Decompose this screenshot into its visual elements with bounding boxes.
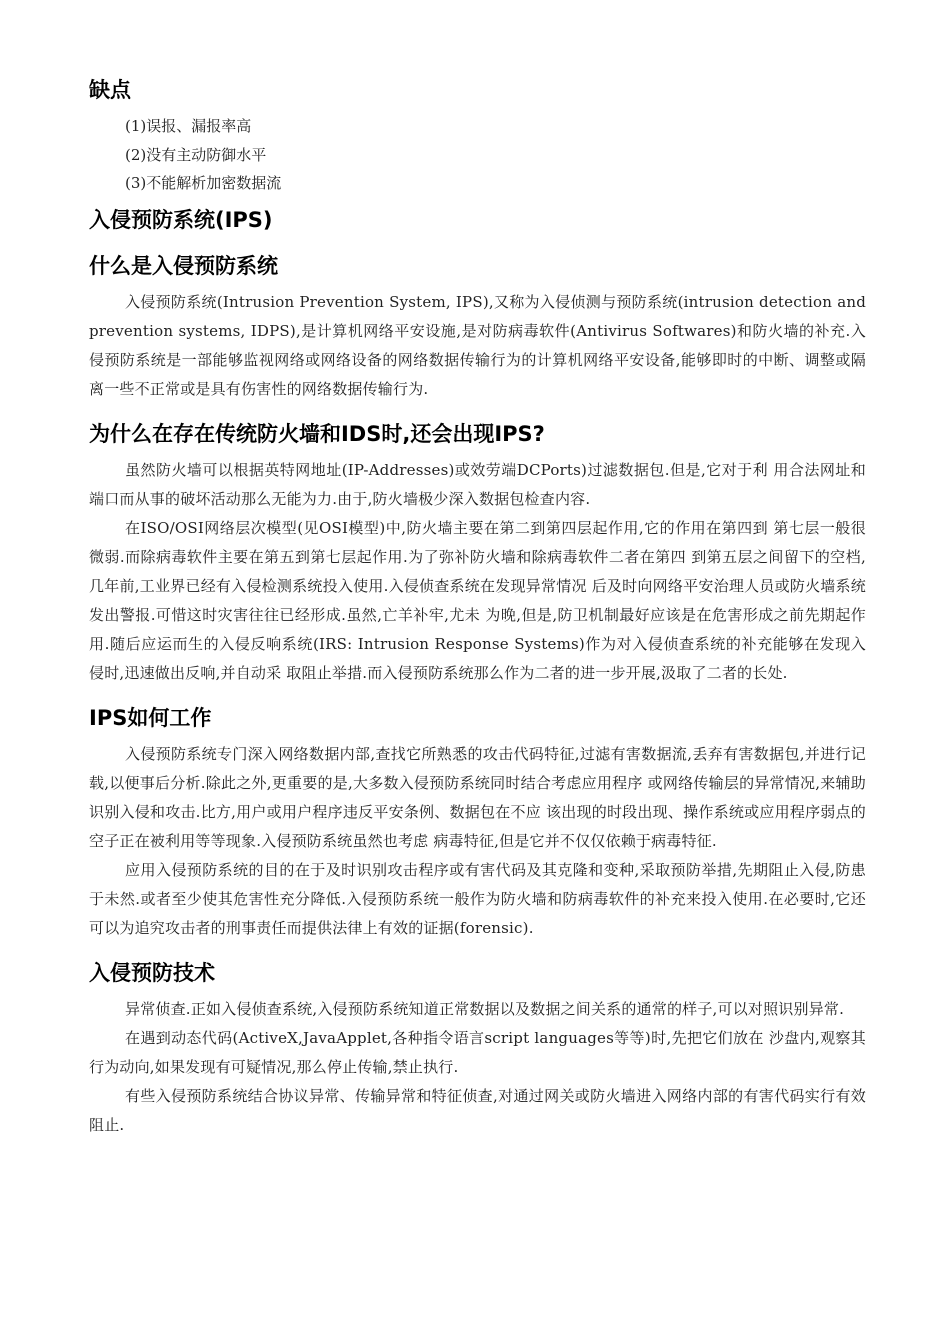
ips-section-heading: 入侵预防系统(IPS) [89,207,273,232]
paragraph: 在遇到动态代码(ActiveX,JavaApplet,各种指令语言script languages等等)时,先把它们放在 沙盘内,观察其行为动向,如果发现有可疑情况,那么停止传输,禁止执行. [89,1028,866,1076]
cons-heading: 缺点 [89,78,131,102]
paragraph: 入侵预防系统(Intrusion Prevention System, IPS),又称为入侵侦测与预防系统(intrusion detection and prevention systems, IDPS),是计算机网络平安设施,是对防病毒软件(Antivirus Softwares)和防火墙的补充.入侵预防系统是一部能够监视网络或网络设备的网络数据传输行为的计算机网络平安设备,能够即时的中断、调整或隔离一些不正常或是具有伤害性的网络数据传输行为. [89,292,866,398]
paragraph: 应用入侵预防系统的目的在于及时识别攻击程序或有害代码及其克隆和变种,采取预防举措,先期阻止入侵,防患于未然.或者至少使其危害性充分降低.入侵预防系统一般作为防火墙和防病毒软件的补充来投入使用.在必要时,它还可以为追究攻击者的刑事责任而提供法律上有效的证据(forensic). [89,860,866,937]
paragraph: 在ISO/OSI网络层次模型(见OSI模型)中,防火墙主要在第二到第四层起作用,它的作用在第四到 第七层一般很微弱.而除病毒软件主要在第五到第七层起作用.为了弥补防火墙和除病毒软件二者在第四 到第五层之间留下的空档,几年前,工业界已经有入侵检测系统投入使用.入侵侦查系统在发现异常情况 后及时向网络平安治理人员或防火墙系统发出警报.可惜这时灾害往往已经形成.虽然,亡羊补牢,尤未 为晚,但是,防卫机制最好应该是在危害形成之前先期起作用.随后应运而生的入侵反响系统(IRS: Intrusion Response Systems)作为对入侵侦查系统的补充能够在发现入侵时,迅速做出反响,并自动采 取阻止举措.而入侵预防系统那么作为二者的进一步开展,汲取了二者的长处. [89,518,866,682]
paragraph: 有些入侵预防系统结合协议异常、传输异常和特征侦查,对通过网关或防火墙进入网络内部的有害代码实行有效阻止. [89,1086,866,1134]
why-heading: 为什么在存在传统防火墙和IDS时,还会出现IPS? [89,421,545,446]
how-heading: IPS如何工作 [89,705,212,730]
paragraph: 异常侦查.正如入侵侦查系统,入侵预防系统知道正常数据以及数据之间关系的通常的样子,可以对照识别异常. [125,999,845,1018]
tech-heading: 入侵预防技术 [89,960,215,985]
paragraph: 入侵预防系统专门深入网络数据内部,查找它所熟悉的攻击代码特征,过滤有害数据流,丢弃有害数据包,并进行记载,以便事后分析.除此之外,更重要的是,大多数入侵预防系统同时结合考虑应用程序 或网络传输层的异常情况,来辅助识别入侵和攻击.比方,用户或用户程序违反平安条例、数据包在不应 该出现的时段出现、操作系统或应用程序弱点的空子正在被利用等等现象.入侵预防系统虽然也考虑 病毒特征,但是它并不仅仅依赖于病毒特征. [89,744,866,850]
list-item: (1)误报、漏报率高 [125,117,252,135]
list-item: (3)不能解析加密数据流 [125,174,282,192]
cons-list [89,112,866,198]
list-item: (2)没有主动防御水平 [125,145,267,164]
what-is-heading: 什么是入侵预防系统 [89,253,278,278]
paragraph: 虽然防火墙可以根据英特网地址(IP-Addresses)或效劳端DCPorts)过滤数据包.但是,它对于利 用合法网址和端口而从事的破坏活动那么无能为力.由于,防火墙极少深入数据包检查内容. [89,460,866,508]
